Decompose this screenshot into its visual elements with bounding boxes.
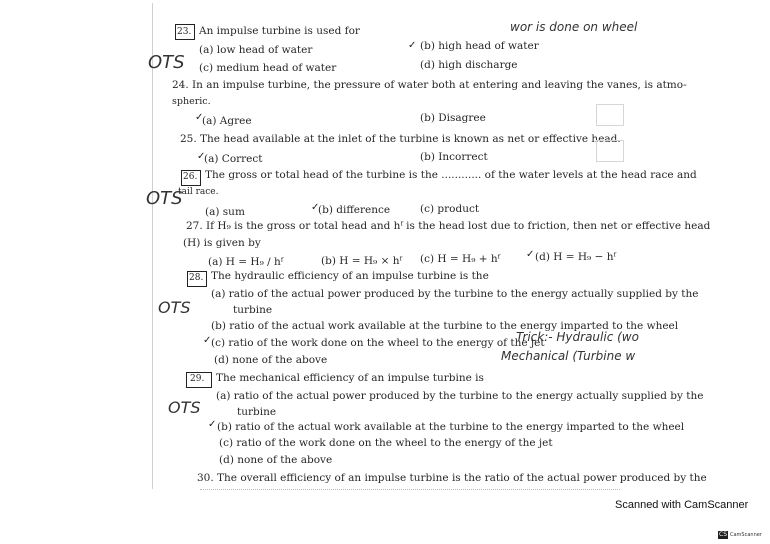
scanned-with-camscanner: Scanned with CamScanner — [615, 499, 749, 511]
camscanner-logo-text: CamScanner — [730, 532, 762, 538]
q28-option-d: (d) none of the above — [214, 354, 328, 366]
check-mark-icon: ✓ — [195, 112, 204, 123]
q28-option-a: (a) ratio of the actual power produced by the turbine to the energy actually supplied by the — [211, 288, 699, 300]
question-25-text: 25. The head available at the inlet of the turbine is known as net or effective head. — [180, 133, 621, 145]
faint-box — [596, 104, 624, 126]
q29-option-a-cont: turbine — [237, 406, 277, 418]
question-23-text: An impulse turbine is used for — [199, 25, 360, 37]
handwritten-mechanical-note: Mechanical (Turbine w — [501, 349, 636, 363]
check-mark-icon: ✓ — [408, 40, 417, 51]
handwritten-trick-note: Trick:- Hydraulic (wo — [516, 330, 639, 344]
q28-option-a-cont: turbine — [233, 304, 273, 316]
question-29-number: 29. — [190, 374, 205, 384]
q23-option-b: (b) high head of water — [420, 40, 539, 52]
q27-option-c: (c) H = H₉ + hᶠ — [420, 253, 500, 265]
question-26-number: 26. — [183, 172, 198, 182]
q28-option-b: (b) ratio of the actual work available at the turbine to the energy imparted to the wheel — [211, 320, 679, 332]
question-27-text: 27. If H₉ is the gross or total head and hᶠ is the head lost due to friction, then net or effective head — [186, 220, 711, 232]
camscanner-logo-icon: CS — [719, 531, 727, 538]
question-29-text: The mechanical efficiency of an impulse turbine is — [216, 372, 484, 384]
q29-option-d: (d) none of the above — [219, 454, 333, 466]
q29-option-c: (c) ratio of the work done on the wheel to the energy of the jet — [219, 437, 553, 449]
cut-off-text-line — [200, 489, 620, 493]
q27-option-d: (d) H = H₉ − hᶠ — [535, 251, 616, 263]
q28-option-c: (c) ratio of the work done on the wheel to the energy of the jet — [211, 337, 545, 349]
check-mark-icon: ✓ — [311, 202, 320, 213]
question-26-text: The gross or total head of the turbine is the ............ of the water levels at the head race and — [205, 169, 697, 181]
q25-option-b: (b) Incorrect — [420, 151, 488, 163]
handwritten-note-q23: wor is done on wheel — [510, 20, 638, 34]
q25-option-a: (a) Correct — [204, 153, 263, 165]
question-23-number: 23. — [177, 27, 192, 37]
check-mark-icon: ✓ — [208, 419, 217, 430]
q27-option-b: (b) H = H₉ × hᶠ — [321, 255, 402, 267]
question-26-text-cont: tail race. — [178, 187, 219, 197]
q27-option-a: (a) H = H₉ / hᶠ — [208, 256, 284, 268]
q24-option-b: (b) Disagree — [420, 112, 486, 124]
question-28-number: 28. — [189, 273, 204, 283]
check-mark-icon: ✓ — [197, 151, 206, 162]
faint-box — [596, 140, 624, 162]
q23-option-d: (d) high discharge — [420, 59, 518, 71]
q23-option-c: (c) medium head of water — [199, 62, 337, 74]
q29-option-a: (a) ratio of the actual power produced by the turbine to the energy actually supplied by the — [216, 390, 704, 402]
ots-mark-2: OTS — [146, 188, 183, 209]
page-edge-shadow — [152, 3, 153, 489]
q26-option-a: (a) sum — [205, 206, 245, 218]
ots-mark-1: OTS — [148, 52, 185, 73]
question-27-text-cont: (H) is given by — [183, 237, 261, 249]
question-24-text-cont: spheric. — [172, 96, 211, 107]
ots-mark-4: OTS — [168, 398, 201, 417]
ots-mark-3: OTS — [158, 298, 191, 317]
q24-option-a: (a) Agree — [202, 115, 252, 127]
check-mark-icon: ✓ — [526, 249, 535, 260]
check-mark-icon: ✓ — [203, 335, 212, 346]
question-28-text: The hydraulic efficiency of an impulse turbine is the — [211, 270, 489, 282]
q26-option-b: (b) difference — [318, 204, 391, 216]
q29-option-b: (b) ratio of the actual work available at the turbine to the energy imparted to the wheel — [217, 421, 685, 433]
question-30-text: 30. The overall efficiency of an impulse turbine is the ratio of the actual power produced by the — [197, 472, 707, 484]
q26-option-c: (c) product — [420, 203, 480, 215]
q23-option-a: (a) low head of water — [199, 44, 313, 56]
question-24-text: 24. In an impulse turbine, the pressure of water both at entering and leaving the vanes, is atmo- — [172, 79, 687, 91]
